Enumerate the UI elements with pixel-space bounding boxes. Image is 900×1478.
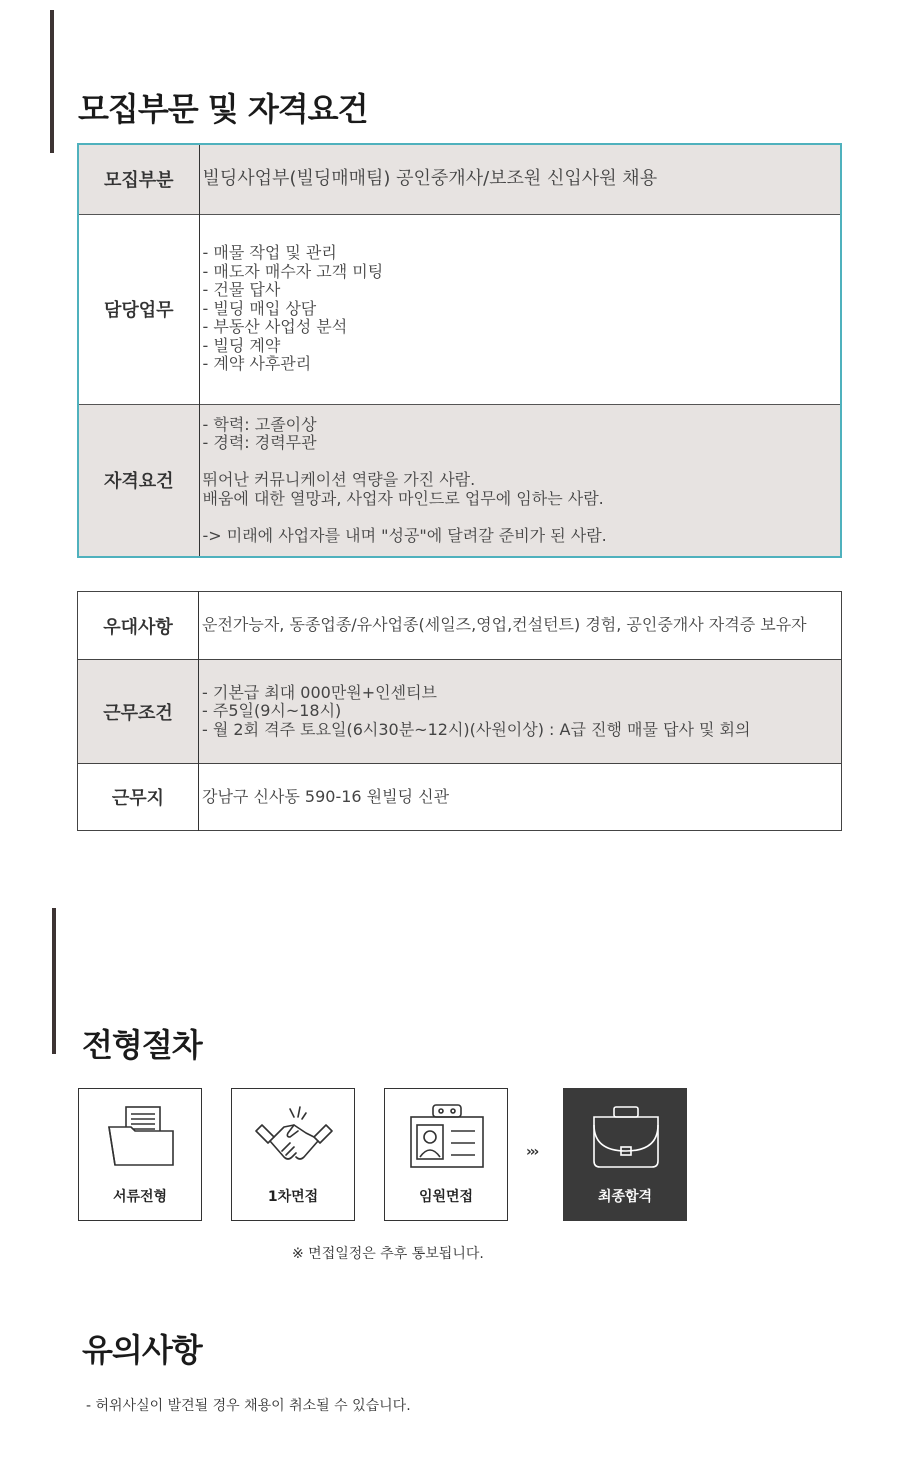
row-value [199, 404, 841, 557]
row-line: 빌딩사업부(빌딩매매팀) 공인중개사/보조원 신입사원 채용 [202, 168, 658, 189]
table-row [78, 660, 842, 764]
step-label: 서류전형 [112, 1189, 168, 1205]
table-row [78, 214, 841, 404]
handshake-icon [254, 1103, 334, 1173]
row-line: - 주5일(9시~18시) [202, 701, 342, 721]
row-line: - 학력: 고졸이상 [202, 414, 317, 434]
blank-line [203, 453, 841, 472]
blank-line [203, 508, 841, 527]
row-value [199, 214, 841, 404]
recruitment-table [77, 143, 842, 558]
section-title-caution: 유의사항 [82, 1331, 202, 1369]
process-step-executive-interview [384, 1088, 508, 1221]
process-step-document [78, 1088, 202, 1221]
row-line: 운전가능자, 동종업종/유사업종(세일즈,영업,컨설턴트) 경험, 공인중개사 자격증 보유자 [202, 615, 807, 635]
table-row [78, 404, 841, 557]
row-line: - 빌딩 계약 [202, 335, 281, 355]
row-line: - 경력: 경력무관 [202, 433, 317, 452]
step-label: 최종합격 [597, 1189, 653, 1205]
section-title-recruitment: 모집부문 및 자격요건 [78, 90, 368, 128]
row-line: - 매도자 매수자 고객 미팅 [202, 261, 384, 281]
section-title-process: 전형절차 [82, 1026, 202, 1064]
section-accent-bar [52, 908, 56, 1054]
row-value [199, 764, 842, 831]
row-label: 자격요건 [78, 404, 199, 557]
row-line: - 기본급 최대 000만원+인센티브 [202, 682, 437, 702]
row-line: -> 미래에 사업자를 내며 "성공"에 달려갈 준비가 된 사람. [202, 525, 607, 545]
table-row [78, 592, 842, 660]
section-accent-bar [50, 10, 54, 153]
row-line: - 월 2회 격주 토요일(6시30분~12시)(사원이상) : A급 진행 매물 답사 및 회의 [202, 719, 751, 739]
row-line: - 부동산 사업성 분석 [202, 317, 348, 337]
step-arrow: ››› [526, 1144, 538, 1160]
row-value [199, 592, 842, 660]
row-value [199, 144, 841, 214]
briefcase-icon [586, 1103, 666, 1173]
process-step-final-pass [563, 1088, 687, 1221]
id-card-icon [407, 1103, 487, 1173]
row-line: - 빌딩 매입 상담 [202, 298, 317, 318]
row-line: 강남구 신사동 590-16 원빌딩 신관 [202, 786, 450, 806]
step-label: 임원면접 [418, 1189, 474, 1205]
row-value [199, 660, 842, 764]
row-label: 우대사항 [78, 592, 199, 660]
conditions-table [77, 591, 842, 831]
row-label: 근무지 [78, 764, 199, 831]
process-step-first-interview [231, 1088, 355, 1221]
caution-text: - 허위사실이 발견될 경우 채용이 취소될 수 있습니다. [86, 1398, 411, 1414]
row-line: - 계약 사후관리 [202, 354, 312, 374]
folder-documents-icon [101, 1103, 181, 1173]
step-label: 1차면접 [267, 1189, 319, 1205]
interview-schedule-note: ※ 면접일정은 추후 통보됩니다. [292, 1246, 484, 1262]
row-line: - 건물 답사 [202, 280, 281, 300]
table-row [78, 144, 841, 214]
row-label: 담당업무 [78, 214, 199, 404]
row-label: 모집부분 [78, 144, 199, 214]
row-line: 배움에 대한 열망과, 사업자 마인드로 업무에 임하는 사람. [202, 488, 604, 508]
row-label: 근무조건 [78, 660, 199, 764]
row-line: - 매물 작업 및 관리 [202, 243, 337, 263]
table-row [78, 764, 842, 831]
row-line: 뛰어난 커뮤니케이션 역량을 가진 사람. [202, 470, 476, 489]
